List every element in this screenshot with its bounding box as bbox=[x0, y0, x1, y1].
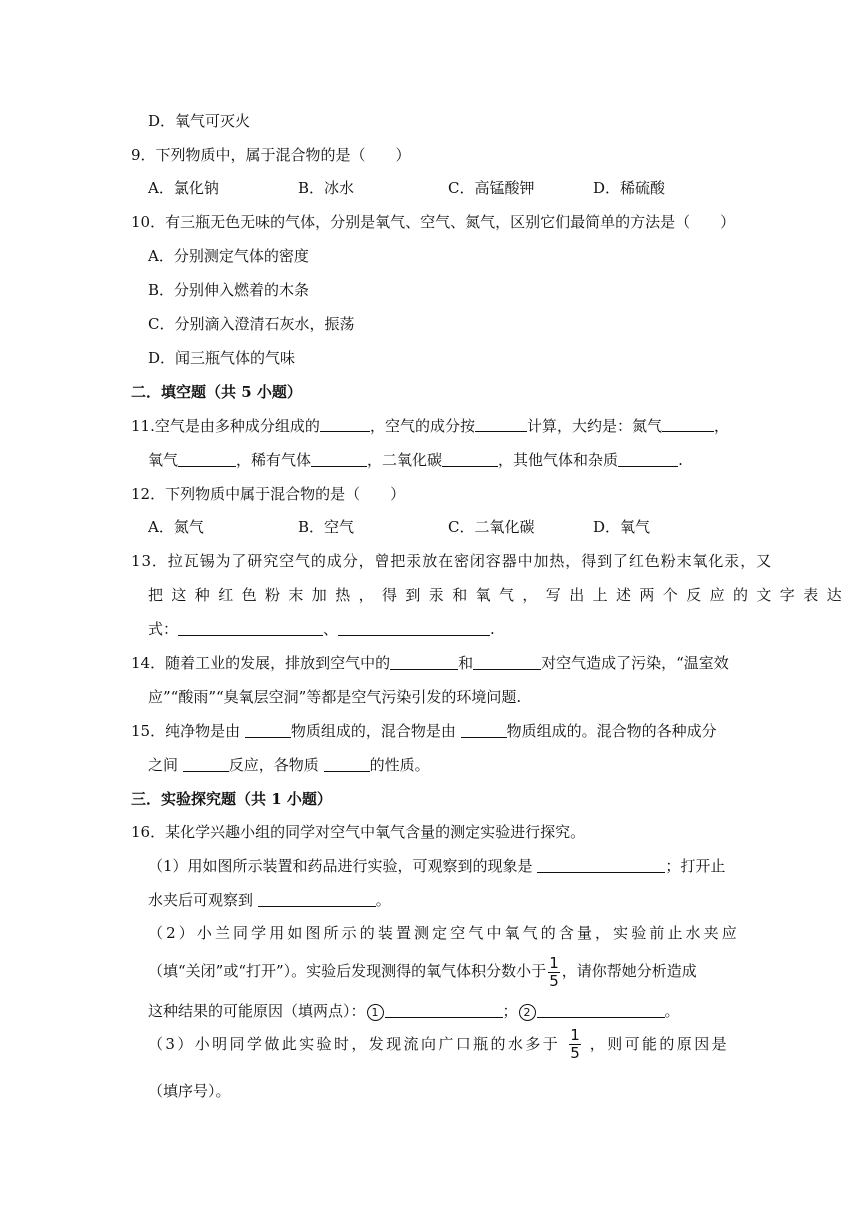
q11-blank-1[interactable] bbox=[320, 415, 370, 432]
q12-option-d: D．氧气 bbox=[593, 518, 651, 536]
section-2-heading: 二．填空题（共 5 小题） bbox=[131, 383, 302, 401]
q13-line2: 把这种红色粉末加热，得到汞和氧气，写出上述两个反应的文字表达 bbox=[148, 586, 851, 604]
q16-part2-end: 。 bbox=[664, 1002, 680, 1020]
q16-part1-blank-1[interactable] bbox=[537, 856, 665, 873]
q12-stem: 12．下列物质中属于混合物的是（ ） bbox=[131, 485, 406, 503]
q16-part2-line3 bbox=[148, 1000, 680, 1022]
q15-text-6: 的性质。 bbox=[369, 756, 430, 774]
q16-part2-text-2: （填“关闭”或“打开”）。实验后发现测得的氧气体积分数小于 bbox=[148, 962, 547, 980]
fraction-numerator: 1 bbox=[549, 953, 559, 972]
q16-part1-text-3: 水夹后可观察到 bbox=[148, 891, 258, 909]
q13-text-3: . bbox=[490, 620, 495, 638]
q14-blank-2[interactable] bbox=[473, 653, 541, 670]
q11-line2 bbox=[148, 449, 683, 471]
q16-part2-text-3: ，请你帮她分析造成 bbox=[561, 962, 697, 980]
q15-blank-1[interactable] bbox=[245, 721, 291, 738]
q16-part2-line2 bbox=[148, 954, 697, 990]
q9-option-b: B．冰水 bbox=[298, 179, 355, 197]
q9-option-a: A．氯化钠 bbox=[148, 179, 219, 197]
q16-part1-blank-2[interactable] bbox=[258, 890, 376, 907]
q11-text-9: . bbox=[678, 451, 683, 469]
q10-option-a: A．分别测定气体的密度 bbox=[148, 247, 309, 265]
q11-blank-2[interactable] bbox=[475, 415, 527, 432]
q16-part1-text-2: ；打开止 bbox=[665, 857, 726, 875]
q15-blank-4[interactable] bbox=[324, 755, 370, 772]
fraction-numerator-2: 1 bbox=[570, 1026, 580, 1044]
q16-part1-line2 bbox=[148, 889, 391, 911]
q9-option-c: C．高锰酸钾 bbox=[448, 179, 535, 197]
q14-line1 bbox=[131, 652, 729, 674]
q15-line2 bbox=[148, 754, 430, 776]
fraction-one-fifth-2 bbox=[569, 1027, 581, 1062]
q11-text-4: ， bbox=[713, 417, 729, 435]
q13-blank-1[interactable] bbox=[178, 619, 323, 636]
q12-option-c: C．二氧化碳 bbox=[448, 518, 535, 536]
q16-part2-blank-1[interactable] bbox=[385, 1001, 503, 1018]
q15-text-4: 之间 bbox=[148, 756, 183, 774]
q15-text-5: 反应，各物质 bbox=[228, 756, 324, 774]
q14-text-1: 14．随着工业的发展，排放到空气中的 bbox=[131, 654, 391, 672]
q16-part3-line2: （填序号）。 bbox=[148, 1082, 231, 1100]
q10-option-b: B．分别伸入燃着的木条 bbox=[148, 281, 310, 299]
q16-part3-text-2: ，则可能的原因是 bbox=[589, 1035, 729, 1053]
q11-blank-4[interactable] bbox=[178, 450, 236, 467]
q13-line1: 13．拉瓦锡为了研究空气的成分，曾把汞放在密闭容器中加热，得到了红色粉末氧化汞，又 bbox=[131, 552, 772, 570]
q16-stem: 16．某化学兴趣小组的同学对空气中氧气含量的测定实验进行探究。 bbox=[131, 823, 586, 841]
fraction-one-fifth bbox=[548, 955, 560, 990]
q16-part1-text-4: 。 bbox=[375, 891, 391, 909]
q14-blank-1[interactable] bbox=[390, 653, 458, 670]
q15-text-2: 物质组成的，混合物是由 bbox=[290, 722, 461, 740]
q16-part3-text-1: （3）小明同学做此实验时，发现流向广口瓶的水多于 bbox=[148, 1035, 561, 1053]
q10-option-d: D．闻三瓶气体的气味 bbox=[148, 349, 296, 367]
q9-option-d: D．稀硫酸 bbox=[593, 179, 666, 197]
q16-part2-text-4: 这种结果的可能原因（填两点）： bbox=[148, 1002, 366, 1020]
q11-text-6: ，稀有气体 bbox=[236, 451, 312, 469]
q11-blank-5[interactable] bbox=[311, 450, 367, 467]
q16-part2-line1: （2）小兰同学用如图所示的装置测定空气中氧气的含量，实验前止水夹应 bbox=[148, 924, 740, 942]
q14-line2: 应”“酸雨”“臭氧层空洞”等都是空气污染引发的环境问题. bbox=[148, 688, 522, 706]
q13-line3 bbox=[148, 618, 495, 640]
q11-text-2: ，空气的成分按 bbox=[369, 417, 475, 435]
q10-option-c: C．分别滴入澄清石灰水，振荡 bbox=[148, 315, 355, 333]
q16-part2-sep: ； bbox=[502, 1002, 518, 1020]
q15-text-1: 15．纯净物是由 bbox=[131, 722, 245, 740]
q15-blank-3[interactable] bbox=[183, 755, 229, 772]
q13-blank-2[interactable] bbox=[338, 619, 490, 636]
q11-text-3: 计算，大约是：氮气 bbox=[526, 417, 662, 435]
q8-option-d: D．氧气可灭火 bbox=[148, 112, 251, 130]
section-3-heading: 三．实验探究题（共 1 小题） bbox=[131, 790, 332, 808]
q11-blank-7[interactable] bbox=[618, 450, 678, 467]
q10-stem: 10．有三瓶无色无味的气体，分别是氧气、空气、氮气，区别它们最简单的方法是（ ） bbox=[131, 213, 736, 231]
q11-blank-3[interactable] bbox=[662, 415, 714, 432]
q16-part2-blank-2[interactable] bbox=[537, 1001, 665, 1018]
q14-text-2: 和 bbox=[458, 654, 474, 672]
q11-text-8: ，其他气体和杂质 bbox=[498, 451, 619, 469]
q16-part3-line1 bbox=[148, 1027, 729, 1062]
q16-part1-line1 bbox=[148, 855, 725, 877]
fraction-denominator-2: 5 bbox=[570, 1044, 580, 1062]
circled-number-1: 1 bbox=[367, 1004, 384, 1021]
q11-line1 bbox=[131, 415, 729, 437]
q15-line1 bbox=[131, 720, 717, 742]
q16-part1-text-1: （1）用如图所示装置和药品进行实验，可观察到的现象是 bbox=[148, 857, 538, 875]
fraction-denominator: 5 bbox=[549, 971, 559, 990]
q15-blank-2[interactable] bbox=[461, 721, 507, 738]
q14-text-3: 对空气造成了污染，“温室效 bbox=[541, 654, 729, 672]
q11-text-5: 氧气 bbox=[148, 451, 179, 469]
q12-option-a: A．氮气 bbox=[148, 518, 204, 536]
q9-stem: 9．下列物质中，属于混合物的是（ ） bbox=[131, 146, 411, 164]
q12-option-b: B．空气 bbox=[298, 518, 355, 536]
q13-text-1: 式： bbox=[148, 620, 179, 638]
q11-text-1: 11.空气是由多种成分组成的 bbox=[131, 417, 320, 435]
circled-number-2: 2 bbox=[519, 1004, 536, 1021]
q15-text-3: 物质组成的。混合物的各种成分 bbox=[506, 722, 717, 740]
q11-text-7: ，二氧化碳 bbox=[367, 451, 443, 469]
q11-blank-6[interactable] bbox=[442, 450, 498, 467]
q13-text-2: 、 bbox=[323, 620, 339, 638]
